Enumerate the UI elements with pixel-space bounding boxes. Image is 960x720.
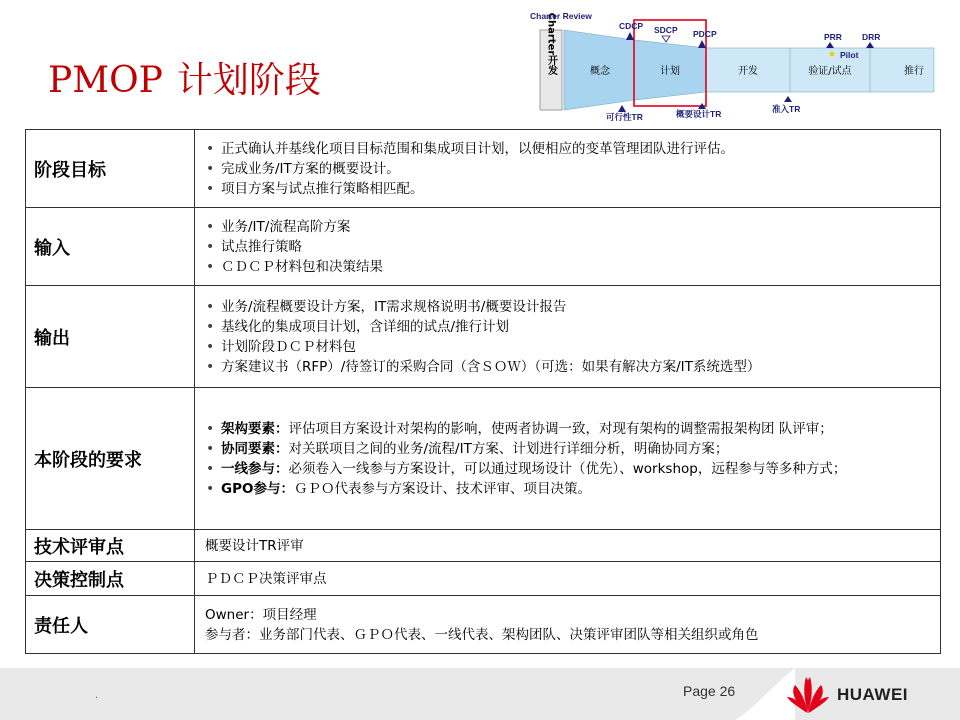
requirement-text: 对关联项目之间的业务/流程/IT方案、计划进行详细分析，明确协同方案； — [288, 440, 729, 457]
title-chinese: 计划阶段 — [176, 60, 321, 101]
phase-diagram-svg — [526, 8, 946, 126]
list-item — [219, 479, 932, 499]
input-list — [205, 217, 932, 277]
list-item: • 项目方案与试点推行策略相匹配。 — [219, 179, 932, 199]
requirement-label: 协同要素： — [221, 440, 289, 457]
list-item: • 试点推行策略 — [219, 237, 932, 257]
page-number: Page 26 — [683, 683, 736, 699]
cdcp-label: CDCP — [619, 21, 644, 31]
requirement-text: 评估项目方案设计对架构的影响，使两者协调一致，对现有架构的调整需报架构团 队评审； — [288, 420, 833, 437]
table-row-tech-review — [26, 530, 941, 562]
list-item: • 业务/流程概要设计方案，IT需求规格说明书/概要设计报告 — [219, 297, 932, 317]
tech-review-value: 概要设计TR评审 — [195, 530, 941, 562]
decision-value: ＰＤＣＰ决策评审点 — [195, 562, 941, 596]
charter-review-label: Charter Review — [530, 11, 592, 21]
output-header: 输出 — [26, 286, 195, 388]
requirement-label: 架构要素： — [221, 420, 289, 437]
drr-marker — [866, 42, 874, 48]
decision-header: 决策控制点 — [26, 562, 195, 596]
requirements-list — [205, 419, 932, 499]
sdcp-label: SDCP — [654, 25, 678, 35]
phase-concept: 概念 — [590, 66, 610, 77]
prr-marker — [826, 42, 834, 48]
phase-plan: 计划 — [660, 66, 680, 77]
goal-list — [205, 139, 932, 199]
entry-tr-label: 准入TR — [772, 104, 801, 114]
phase-rollout: 推行 — [904, 66, 924, 77]
prr-label: PRR — [824, 32, 842, 42]
pdcp-label: PDCP — [693, 29, 717, 39]
requirement-label: GPO参与： — [221, 480, 294, 497]
list-item — [219, 439, 932, 459]
feasibility-tr-marker — [618, 105, 626, 112]
list-item: • 正式确认并基线化项目目标范围和集成项目计划，以便相应的变革管理团队进行评估。 — [219, 139, 932, 159]
list-item: • 方案建议书（RFP）/待签订的采购合同（含ＳＯＷ）（可选：如果有解决方案/IT系统选型） — [219, 357, 932, 377]
table-row-owner — [26, 596, 941, 654]
sdcp-marker — [662, 36, 670, 42]
list-item: • ＣＤＣＰ材料包和决策结果 — [219, 257, 932, 277]
list-item: • 基线化的集成项目计划，含详细的试点/推行计划 — [219, 317, 932, 337]
design-tr-label: 概要设计TR — [676, 109, 722, 119]
table-row-decision — [26, 562, 941, 596]
input-header: 输入 — [26, 208, 195, 286]
huawei-logo-icon — [787, 675, 829, 715]
phase-diagram — [526, 8, 946, 126]
phase-verify: 验证/试点 — [808, 66, 852, 77]
list-item — [219, 459, 932, 479]
table-row-goal — [26, 130, 941, 208]
list-item: • 业务/IT/流程高阶方案 — [219, 217, 932, 237]
output-list — [205, 297, 932, 377]
table-row-output — [26, 286, 941, 388]
phase-table — [25, 129, 941, 654]
requirement-text: ＧＰＯ代表参与方案设计、技术评审、项目决策。 — [293, 480, 591, 497]
goal-header: 阶段目标 — [26, 130, 195, 208]
pilot-label: Pilot — [840, 50, 859, 60]
table-row-input — [26, 208, 941, 286]
requirement-label: 一线参与： — [221, 460, 289, 477]
list-item: • 计划阶段ＤＣＰ材料包 — [219, 337, 932, 357]
pdcp-marker — [698, 40, 706, 48]
tech-review-header: 技术评审点 — [26, 530, 195, 562]
requirement-text: 必须卷入一线参与方案设计，可以通过现场设计（优先）、workshop，远程参与等多种方式； — [288, 460, 847, 477]
feasibility-tr-label: 可行性TR — [606, 112, 643, 122]
phase-develop: 开发 — [738, 66, 758, 77]
brand-name: HUAWEI — [837, 685, 908, 704]
requirements-header: 本阶段的要求 — [26, 388, 195, 530]
cdcp-marker — [626, 32, 634, 40]
footer-dot: . — [95, 690, 99, 701]
participants-line: 参与者：业务部门代表、ＧＰＯ代表、一线代表、架构团队、决策评审团队等相关组织或角色 — [205, 626, 759, 643]
owner-line: Owner：项目经理 — [205, 606, 317, 623]
owner-header: 责任人 — [26, 596, 195, 654]
title-latin: PMOP — [48, 60, 163, 101]
page-title — [48, 52, 321, 103]
charter-box-label: Charter开发 — [545, 12, 557, 76]
list-item — [219, 419, 932, 439]
drr-label: DRR — [862, 32, 881, 42]
table-row-requirements — [26, 388, 941, 530]
list-item: • 完成业务/IT方案的概要设计。 — [219, 159, 932, 179]
pilot-dot — [830, 52, 835, 57]
entry-tr-marker — [784, 96, 792, 102]
footer-curve — [735, 668, 795, 720]
